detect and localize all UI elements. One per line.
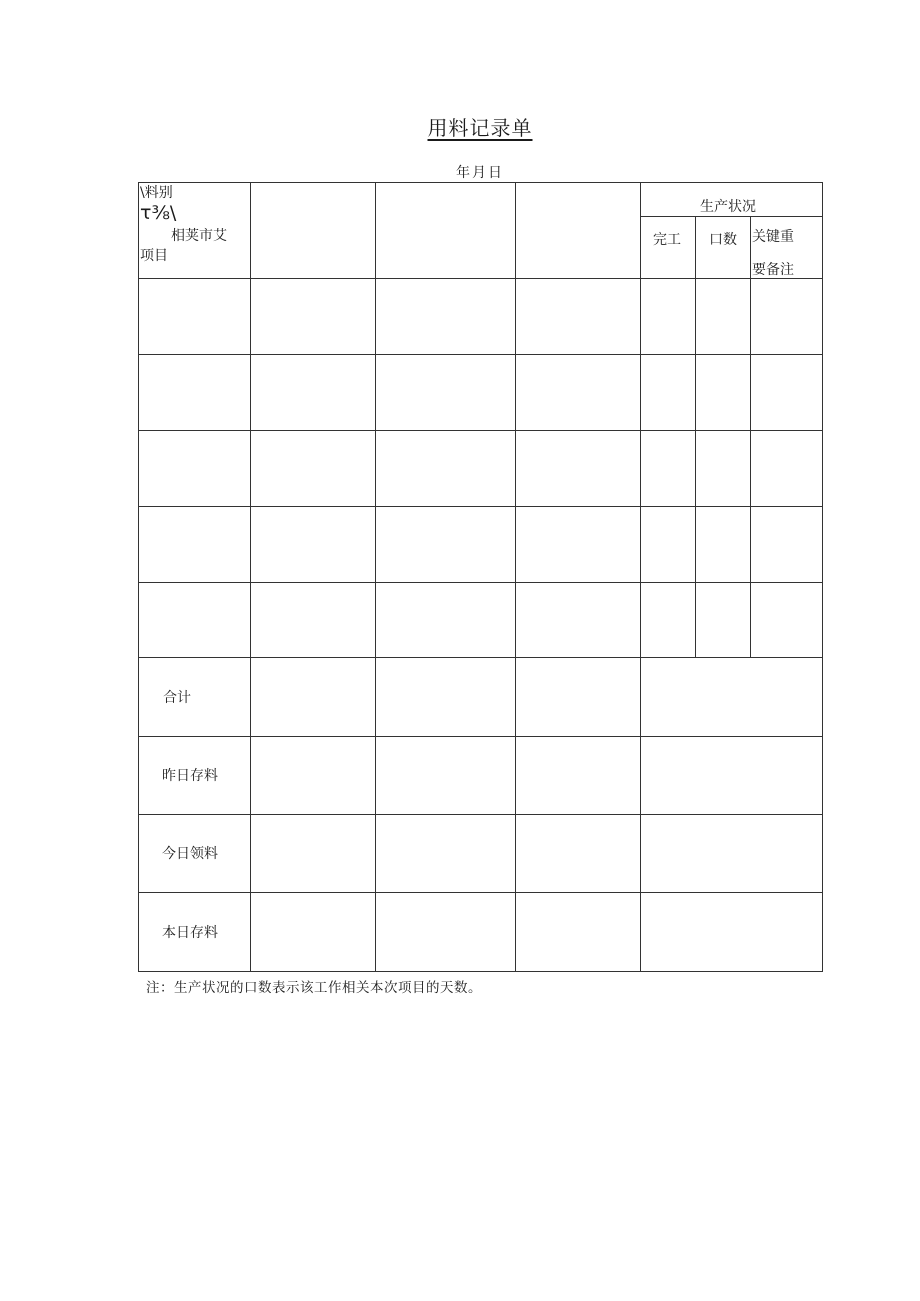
column-line bbox=[250, 182, 251, 972]
corner-label-glyphs: τ⅜\ bbox=[140, 202, 177, 224]
date-line: 年月日 bbox=[456, 165, 504, 181]
key-remarks-header-line2: 要备注 bbox=[752, 262, 794, 278]
column-line bbox=[375, 182, 376, 972]
table-bottom-border bbox=[138, 971, 823, 972]
summary-row-line bbox=[138, 892, 822, 893]
document-title: 用料记录单 bbox=[427, 116, 533, 140]
days-column-header: 口数 bbox=[709, 232, 737, 248]
status-column-line bbox=[695, 216, 696, 658]
summary-label-today-stock: 本日存料 bbox=[162, 925, 218, 941]
corner-label-middle: 相荚市艾 bbox=[171, 228, 227, 244]
status-column-line bbox=[750, 216, 751, 658]
table-top-border bbox=[138, 182, 822, 183]
column-line bbox=[640, 182, 641, 972]
header-bottom-line bbox=[138, 278, 822, 279]
row-line bbox=[138, 430, 822, 431]
summary-label-today-received: 今日领料 bbox=[162, 846, 218, 862]
table-right-border bbox=[822, 182, 823, 972]
row-line bbox=[138, 506, 822, 507]
production-status-header: 生产状况 bbox=[700, 199, 756, 215]
status-subheader-line bbox=[640, 216, 822, 217]
table-left-border bbox=[138, 182, 139, 972]
corner-label-material: \料别 bbox=[140, 185, 173, 201]
corner-label-item: 项目 bbox=[140, 248, 168, 264]
key-remarks-header-line1: 关键重 bbox=[752, 229, 794, 245]
row-line bbox=[138, 582, 822, 583]
row-line bbox=[138, 657, 822, 658]
summary-label-yesterday-stock: 昨日存料 bbox=[162, 768, 218, 784]
summary-row-line bbox=[138, 736, 822, 737]
column-line bbox=[515, 182, 516, 972]
finish-column-header: 完工 bbox=[653, 232, 681, 248]
row-line bbox=[138, 354, 822, 355]
summary-row-line bbox=[138, 814, 822, 815]
material-record-table bbox=[138, 182, 822, 972]
summary-label-total: 合计 bbox=[163, 690, 191, 706]
footnote: 注：生产状况的口数表示该工作相关本次项目的天数。 bbox=[146, 980, 482, 996]
